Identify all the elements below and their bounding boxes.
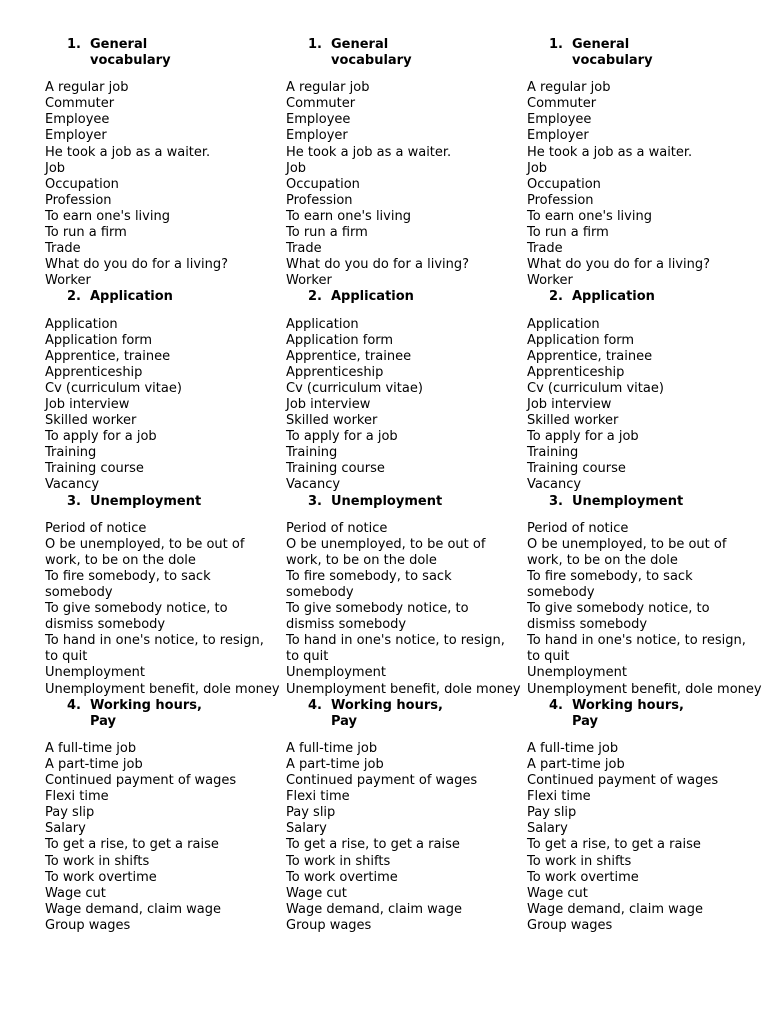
list-item: Training bbox=[45, 445, 97, 461]
list-item: To earn one's living bbox=[527, 208, 652, 224]
section-title: Unemployment bbox=[572, 493, 684, 509]
section-heading bbox=[527, 37, 762, 69]
list-item: Salary bbox=[527, 821, 568, 837]
list-item: Flexi time bbox=[527, 789, 591, 805]
list-item: Period of notice bbox=[527, 520, 629, 536]
section-title: Unemployment bbox=[331, 493, 443, 509]
list-item: Continued payment of wages bbox=[45, 773, 237, 789]
list-item: Apprenticeship bbox=[286, 364, 384, 380]
section-working-hours-pay bbox=[45, 698, 280, 934]
section-unemployment bbox=[45, 494, 280, 698]
list-item: Flexi time bbox=[286, 789, 350, 805]
list-item: Application form bbox=[45, 332, 153, 348]
section-general-vocabulary bbox=[527, 37, 762, 289]
list-item: Apprentice, trainee bbox=[527, 348, 653, 364]
list-item: A part-time job bbox=[286, 756, 384, 772]
list-item: To apply for a job bbox=[45, 429, 157, 445]
list-item: Apprentice, trainee bbox=[286, 348, 412, 364]
vocabulary-column-1 bbox=[45, 37, 280, 934]
list-item: A regular job bbox=[527, 80, 611, 96]
list-item: He took a job as a waiter. bbox=[45, 144, 211, 160]
list-item: Wage cut bbox=[286, 885, 347, 901]
list-item: Pay slip bbox=[527, 805, 577, 821]
list-item: Occupation bbox=[286, 176, 360, 192]
section-unemployment bbox=[286, 494, 521, 698]
list-item: Worker bbox=[527, 273, 573, 289]
list-item: Application form bbox=[527, 332, 635, 348]
section-unemployment bbox=[527, 494, 762, 698]
list-item: To run a firm bbox=[286, 225, 368, 241]
section-heading bbox=[45, 494, 280, 510]
list-item: To get a rise, to get a raise bbox=[45, 837, 219, 853]
list-item: Wage cut bbox=[527, 885, 588, 901]
section-number: 4. bbox=[67, 697, 81, 713]
list-item: Training course bbox=[286, 461, 385, 477]
list-item: Pay slip bbox=[45, 805, 95, 821]
list-item: Cv (curriculum vitae) bbox=[527, 380, 664, 396]
list-item: Unemployment benefit, dole money bbox=[45, 681, 280, 697]
list-item: To hand in one's notice, to resign, to quit bbox=[45, 633, 264, 665]
list-item: What do you do for a living? bbox=[45, 257, 229, 273]
list-item: Training bbox=[527, 445, 579, 461]
list-item: To work overtime bbox=[45, 869, 157, 885]
list-item: Unemployment bbox=[45, 665, 145, 681]
list-item: Unemployment bbox=[527, 665, 627, 681]
section-heading bbox=[286, 37, 521, 69]
list-item: To fire somebody, to sack somebody bbox=[286, 568, 452, 600]
list-item: Apprenticeship bbox=[527, 364, 625, 380]
list-item: Vacancy bbox=[286, 477, 341, 493]
list-item: Application bbox=[286, 316, 359, 332]
list-item: Wage demand, claim wage bbox=[286, 901, 462, 917]
list-item: To fire somebody, to sack somebody bbox=[45, 568, 211, 600]
list-item: Commuter bbox=[286, 96, 356, 112]
section-number: 2. bbox=[308, 289, 322, 305]
section-title: Application bbox=[90, 289, 173, 305]
list-item: Trade bbox=[286, 241, 322, 257]
section-title: Working hours, Pay bbox=[90, 697, 202, 729]
section-number: 2. bbox=[549, 289, 563, 305]
list-item: He took a job as a waiter. bbox=[286, 144, 452, 160]
list-item: Skilled worker bbox=[527, 413, 619, 429]
section-title: Working hours, Pay bbox=[572, 697, 684, 729]
list-item: Group wages bbox=[45, 917, 131, 933]
section-heading bbox=[286, 289, 521, 305]
section-number: 1. bbox=[308, 37, 322, 52]
list-item: Job interview bbox=[286, 396, 371, 412]
vocabulary-column-3 bbox=[527, 37, 762, 934]
section-working-hours-pay bbox=[527, 698, 762, 934]
list-item: To work in shifts bbox=[45, 853, 150, 869]
section-number: 3. bbox=[67, 493, 81, 509]
list-item: To fire somebody, to sack somebody bbox=[527, 568, 693, 600]
list-item: Employer bbox=[527, 128, 589, 144]
list-item: A regular job bbox=[286, 80, 370, 96]
section-general-vocabulary bbox=[286, 37, 521, 289]
list-item: He took a job as a waiter. bbox=[527, 144, 693, 160]
section-heading bbox=[45, 37, 280, 69]
list-item: Worker bbox=[286, 273, 332, 289]
list-item: Wage demand, claim wage bbox=[45, 901, 221, 917]
section-title: Unemployment bbox=[90, 493, 202, 509]
list-item: Application form bbox=[286, 332, 394, 348]
list-item: Apprentice, trainee bbox=[45, 348, 171, 364]
list-item: Worker bbox=[45, 273, 91, 289]
list-item: Skilled worker bbox=[45, 413, 137, 429]
list-item: Pay slip bbox=[286, 805, 336, 821]
section-heading bbox=[45, 289, 280, 305]
list-item: To run a firm bbox=[45, 225, 127, 241]
list-item: Continued payment of wages bbox=[527, 773, 719, 789]
section-title: Working hours, Pay bbox=[331, 697, 443, 729]
list-item: Occupation bbox=[527, 176, 601, 192]
list-item: Period of notice bbox=[286, 520, 388, 536]
list-item: Period of notice bbox=[45, 520, 147, 536]
list-item: Salary bbox=[286, 821, 327, 837]
section-working-hours-pay bbox=[286, 698, 521, 934]
section-heading bbox=[45, 698, 280, 730]
list-item: To work in shifts bbox=[286, 853, 391, 869]
list-item: To hand in one's notice, to resign, to quit bbox=[527, 633, 746, 665]
list-item: To give somebody notice, to dismiss somebody bbox=[527, 601, 710, 633]
list-item: Unemployment benefit, dole money bbox=[527, 681, 762, 697]
list-item: Vacancy bbox=[45, 477, 100, 493]
list-item: Job interview bbox=[527, 396, 612, 412]
section-number: 2. bbox=[67, 289, 81, 305]
vocabulary-column-2 bbox=[286, 37, 521, 934]
list-item: Job bbox=[527, 160, 548, 176]
list-item: To work in shifts bbox=[527, 853, 632, 869]
list-item: Profession bbox=[527, 192, 594, 208]
section-number: 3. bbox=[308, 493, 322, 509]
section-application bbox=[527, 289, 762, 493]
list-item: Cv (curriculum vitae) bbox=[286, 380, 423, 396]
list-item: A part-time job bbox=[527, 756, 625, 772]
list-item: Vacancy bbox=[527, 477, 582, 493]
list-item: To get a rise, to get a raise bbox=[286, 837, 460, 853]
list-item: Employee bbox=[286, 112, 351, 128]
list-item: To get a rise, to get a raise bbox=[527, 837, 701, 853]
section-number: 1. bbox=[549, 37, 563, 52]
list-item: To hand in one's notice, to resign, to quit bbox=[286, 633, 505, 665]
section-number: 1. bbox=[67, 37, 81, 52]
list-item: Employer bbox=[286, 128, 348, 144]
list-item: Unemployment bbox=[286, 665, 386, 681]
list-item: To earn one's living bbox=[45, 208, 170, 224]
list-item: Apprenticeship bbox=[45, 364, 143, 380]
list-item: To work overtime bbox=[527, 869, 639, 885]
list-item: O be unemployed, to be out of work, to be on the dole bbox=[45, 536, 245, 568]
list-item: Trade bbox=[45, 241, 81, 257]
list-item: Commuter bbox=[45, 96, 115, 112]
list-item: Occupation bbox=[45, 176, 119, 192]
section-number: 3. bbox=[549, 493, 563, 509]
section-heading bbox=[527, 698, 762, 730]
list-item: Trade bbox=[527, 241, 563, 257]
section-number: 4. bbox=[308, 697, 322, 713]
list-item: Application bbox=[527, 316, 600, 332]
list-item: Profession bbox=[45, 192, 112, 208]
section-general-vocabulary bbox=[45, 37, 280, 289]
list-item: Group wages bbox=[527, 917, 613, 933]
list-item: Group wages bbox=[286, 917, 372, 933]
list-item: To apply for a job bbox=[527, 429, 639, 445]
list-item: Continued payment of wages bbox=[286, 773, 478, 789]
section-title: Application bbox=[331, 289, 414, 305]
list-item: A full-time job bbox=[286, 740, 378, 756]
list-item: What do you do for a living? bbox=[527, 257, 711, 273]
section-heading bbox=[286, 698, 521, 730]
list-item: Job bbox=[45, 160, 66, 176]
list-item: Cv (curriculum vitae) bbox=[45, 380, 182, 396]
section-title: General vocabulary bbox=[331, 37, 412, 69]
list-item: Application bbox=[45, 316, 118, 332]
list-item: A regular job bbox=[45, 80, 129, 96]
section-heading bbox=[286, 494, 521, 510]
list-item: Training bbox=[286, 445, 338, 461]
list-item: Training course bbox=[527, 461, 626, 477]
list-item: A full-time job bbox=[45, 740, 137, 756]
list-item: Profession bbox=[286, 192, 353, 208]
list-item: To run a firm bbox=[527, 225, 609, 241]
list-item: Wage demand, claim wage bbox=[527, 901, 703, 917]
list-item: Job bbox=[286, 160, 307, 176]
list-item: Wage cut bbox=[45, 885, 106, 901]
list-item: O be unemployed, to be out of work, to be on the dole bbox=[527, 536, 727, 568]
list-item: Training course bbox=[45, 461, 144, 477]
section-title: General vocabulary bbox=[90, 37, 171, 69]
list-item: Unemployment benefit, dole money bbox=[286, 681, 521, 697]
section-number: 4. bbox=[549, 697, 563, 713]
list-item: Employer bbox=[45, 128, 107, 144]
list-item: Skilled worker bbox=[286, 413, 378, 429]
list-item: To give somebody notice, to dismiss somebody bbox=[286, 601, 469, 633]
list-item: O be unemployed, to be out of work, to be on the dole bbox=[286, 536, 486, 568]
list-item: To apply for a job bbox=[286, 429, 398, 445]
list-item: Employee bbox=[527, 112, 592, 128]
list-item: Employee bbox=[45, 112, 110, 128]
list-item: Job interview bbox=[45, 396, 130, 412]
list-item: A full-time job bbox=[527, 740, 619, 756]
section-application bbox=[286, 289, 521, 493]
list-item: Commuter bbox=[527, 96, 597, 112]
section-title: General vocabulary bbox=[572, 37, 653, 69]
list-item: A part-time job bbox=[45, 756, 143, 772]
list-item: Salary bbox=[45, 821, 86, 837]
list-item: What do you do for a living? bbox=[286, 257, 470, 273]
section-title: Application bbox=[572, 289, 655, 305]
list-item: To work overtime bbox=[286, 869, 398, 885]
section-application bbox=[45, 289, 280, 493]
section-heading bbox=[527, 289, 762, 305]
list-item: Flexi time bbox=[45, 789, 109, 805]
list-item: To give somebody notice, to dismiss somebody bbox=[45, 601, 228, 633]
list-item: To earn one's living bbox=[286, 208, 411, 224]
section-heading bbox=[527, 494, 762, 510]
